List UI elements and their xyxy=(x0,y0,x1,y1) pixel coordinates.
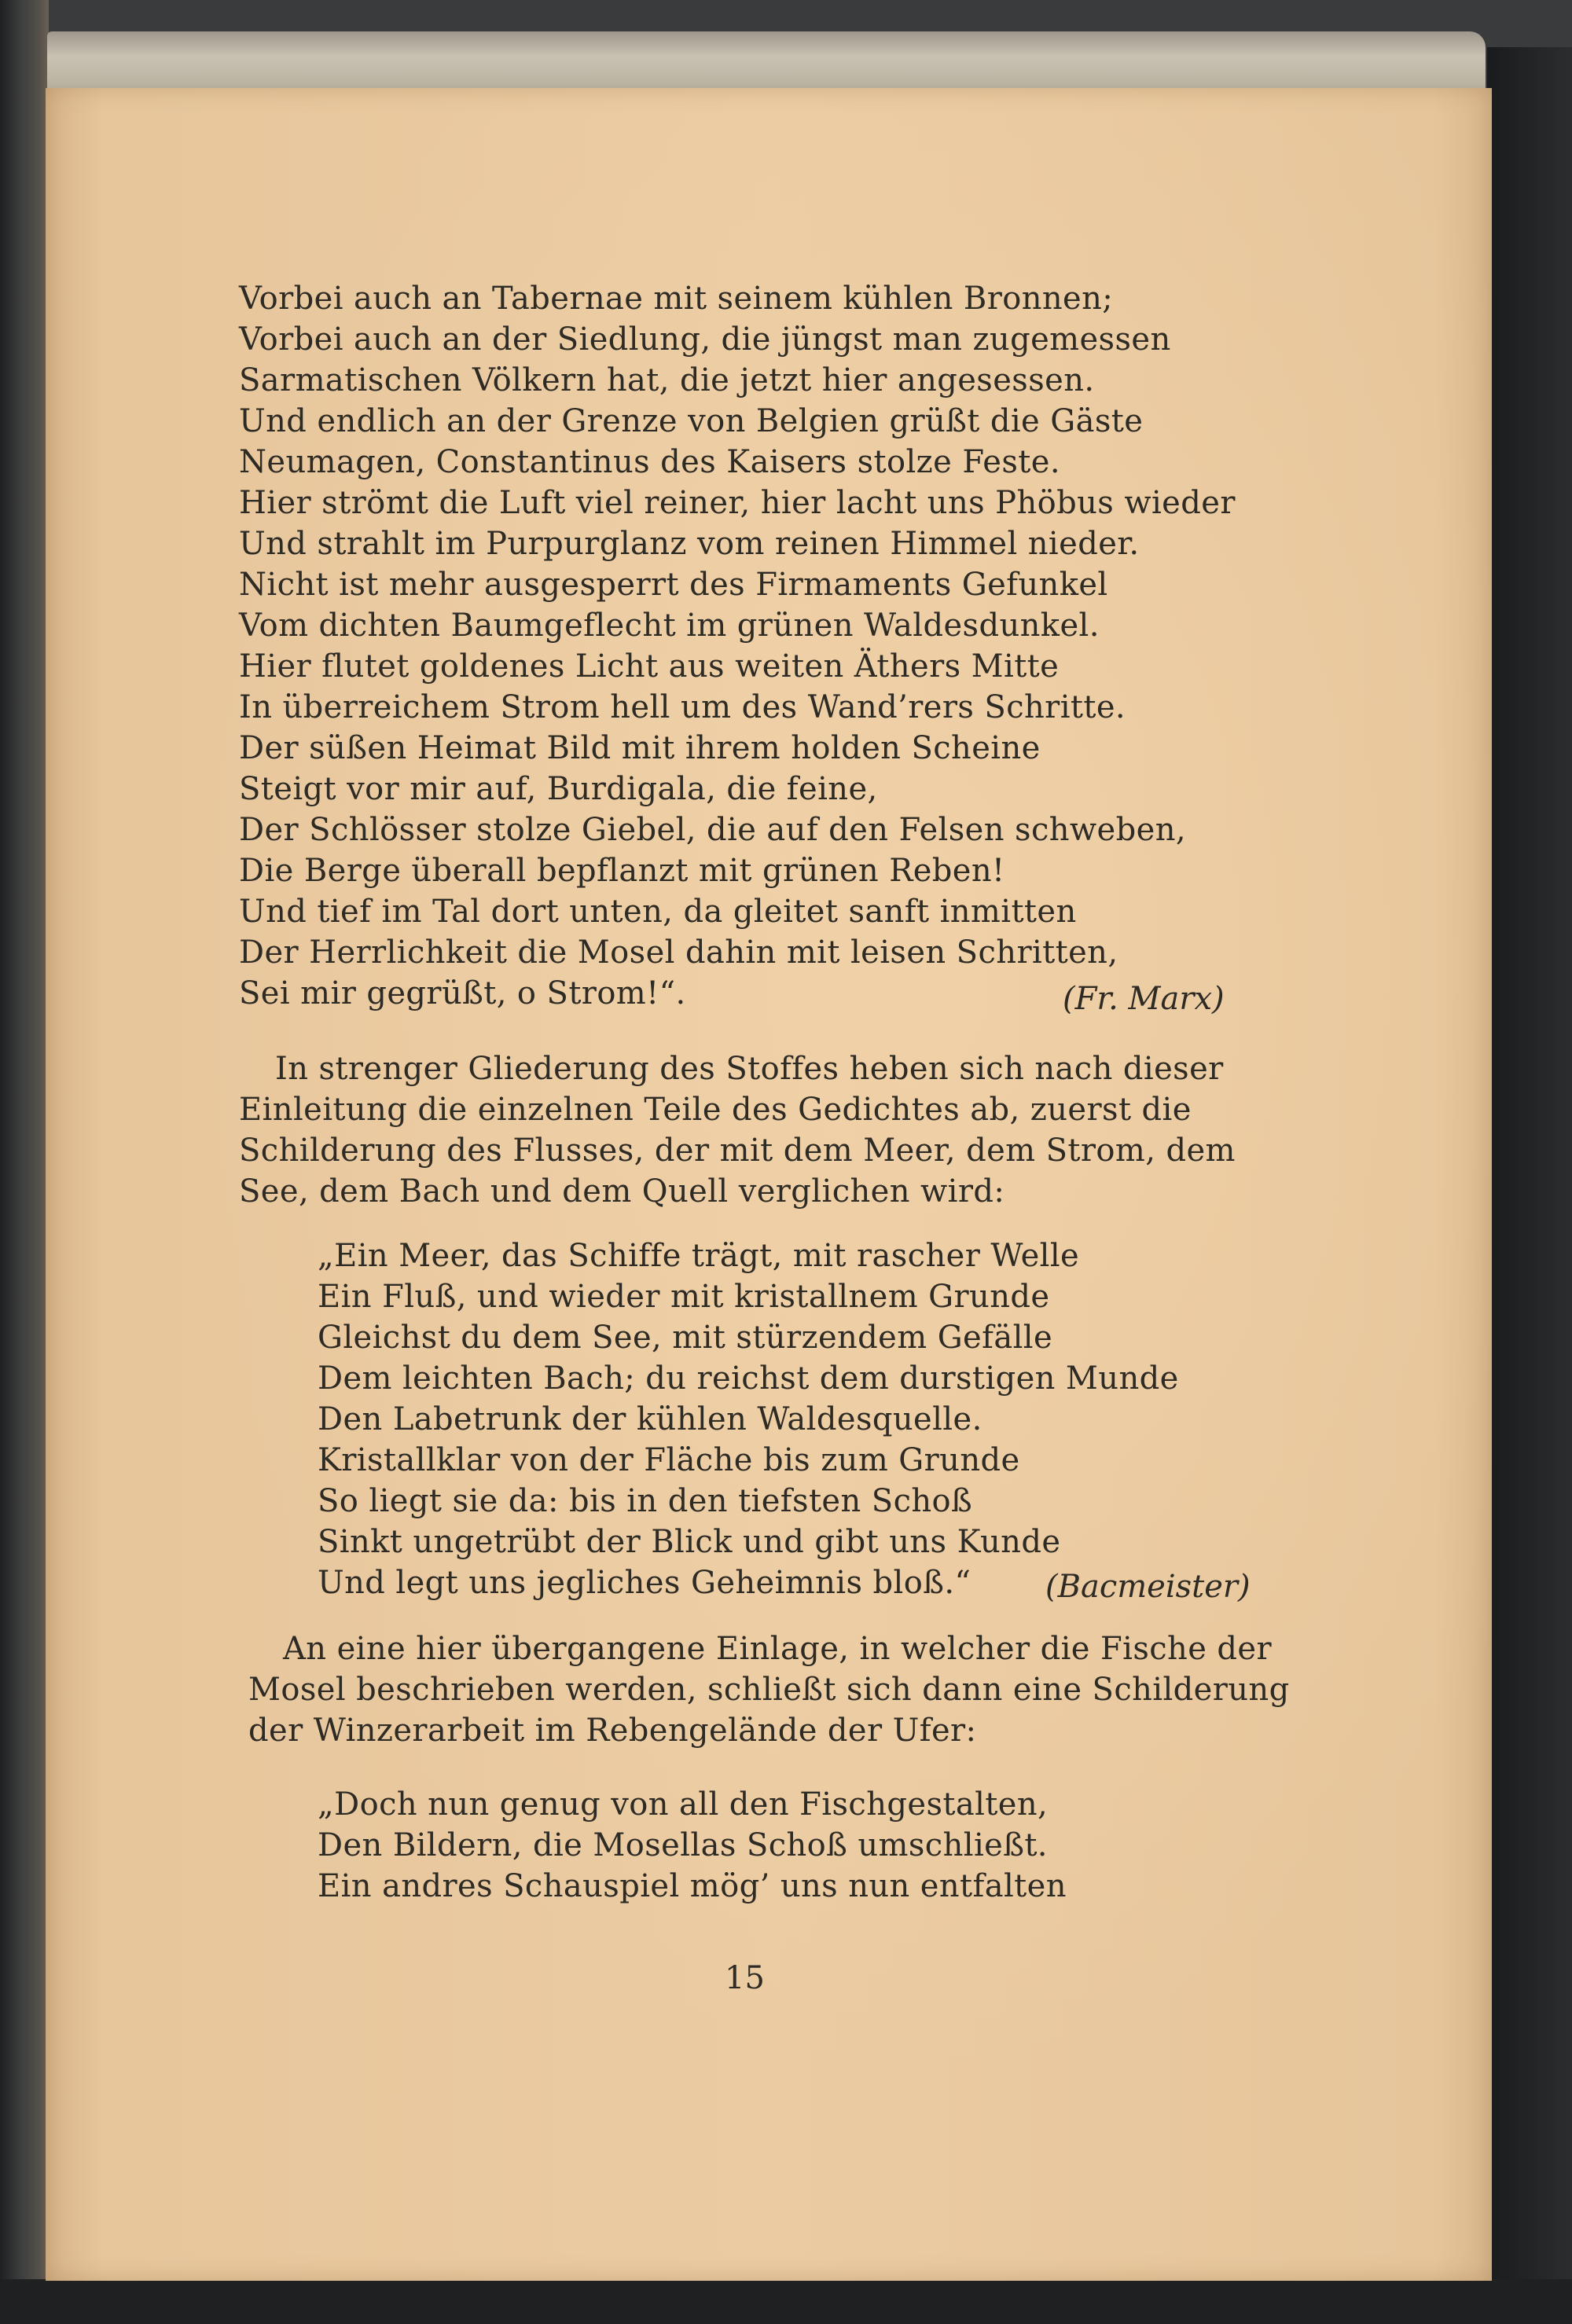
page-number: 15 xyxy=(725,1960,765,1996)
poem-line: Gleichst du dem See, mit stürzendem Gefälle xyxy=(318,1320,1053,1356)
poem-line: Und legt uns jegliches Geheimnis bloß.“ xyxy=(318,1565,971,1601)
poem-line: In überreichem Strom hell um des Wand’rers Schritte. xyxy=(239,689,1126,725)
poem-line: Vorbei auch an der Siedlung, die jüngst man zugemessen xyxy=(239,321,1171,358)
poem-line: Die Berge überall bepflanzt mit grünen Reben! xyxy=(239,853,1005,889)
poem-line: Hier strömt die Luft viel reiner, hier lacht uns Phöbus wieder xyxy=(239,485,1236,521)
poem-line: Und endlich an der Grenze von Belgien grüßt die Gäste xyxy=(239,403,1144,439)
poem-line: Der süßen Heimat Bild mit ihrem holden Scheine xyxy=(239,730,1041,766)
poem-line: Neumagen, Constantinus des Kaisers stolze Feste. xyxy=(239,444,1060,480)
attribution-bacmeister: (Bacmeister) xyxy=(1045,1569,1251,1605)
poem-line: Der Schlösser stolze Giebel, die auf den Felsen schweben, xyxy=(239,812,1186,848)
poem-line: „Doch nun genug von all den Fischgestalten, xyxy=(318,1786,1049,1823)
poem-line: Kristallklar von der Fläche bis zum Grunde xyxy=(318,1442,1020,1478)
prose-line: Mosel beschrieben werden, schließt sich dann eine Schilderung xyxy=(248,1672,1290,1708)
poem-line: Ein andres Schauspiel mög’ uns nun entfalten xyxy=(318,1868,1067,1904)
prose-line: See, dem Bach und dem Quell verglichen wird: xyxy=(239,1173,1005,1210)
scan-background-bottom xyxy=(0,2279,1572,2324)
prose-line: In strenger Gliederung des Stoffes heben sich nach dieser xyxy=(275,1051,1224,1087)
attribution-marx: (Fr. Marx) xyxy=(1063,981,1225,1017)
poem-line: „Ein Meer, das Schiffe trägt, mit rascher Welle xyxy=(318,1238,1080,1274)
poem-line: Den Bildern, die Mosellas Schoß umschließt. xyxy=(318,1827,1048,1863)
prose-line: Schilderung des Flusses, der mit dem Meer, dem Strom, dem xyxy=(239,1133,1236,1169)
poem-line: Nicht ist mehr ausgesperrt des Firmaments Gefunkel xyxy=(239,567,1108,603)
poem-line: Dem leichten Bach; du reichst dem durstigen Munde xyxy=(318,1360,1179,1397)
scan-background-right xyxy=(1487,47,1572,2324)
book-binding xyxy=(0,0,49,2324)
poem-line: Und tief im Tal dort unten, da gleitet sanft inmitten xyxy=(239,894,1077,930)
poem-line: Vorbei auch an Tabernae mit seinem kühlen Bronnen; xyxy=(239,281,1114,317)
poem-line: Den Labetrunk der kühlen Waldesquelle. xyxy=(318,1401,982,1437)
poem-line: Und strahlt im Purpurglanz vom reinen Himmel nieder. xyxy=(239,526,1140,562)
poem-line: Steigt vor mir auf, Burdigala, die feine, xyxy=(239,771,878,807)
poem-line: Vom dichten Baumgeflecht im grünen Waldesdunkel. xyxy=(239,608,1100,644)
prose-line: Einleitung die einzelnen Teile des Gedichtes ab, zuerst die xyxy=(239,1092,1192,1128)
poem-line: Ein Fluß, und wieder mit kristallnem Grunde xyxy=(318,1279,1050,1315)
prose-line: der Winzerarbeit im Rebengelände der Ufer: xyxy=(248,1713,977,1749)
poem-line: Sarmatischen Völkern hat, die jetzt hier angesessen. xyxy=(239,362,1095,398)
prose-line: An eine hier übergangene Einlage, in welcher die Fische der xyxy=(283,1631,1272,1667)
poem-line: Der Herrlichkeit die Mosel dahin mit leisen Schritten, xyxy=(239,934,1118,971)
poem-line: Sei mir gegrüßt, o Strom!“. xyxy=(239,975,686,1011)
poem-line: So liegt sie da: bis in den tiefsten Schoß xyxy=(318,1483,973,1519)
poem-line: Hier flutet goldenes Licht aus weiten Äthers Mitte xyxy=(239,648,1060,685)
poem-line: Sinkt ungetrübt der Blick und gibt uns Kunde xyxy=(318,1524,1061,1560)
